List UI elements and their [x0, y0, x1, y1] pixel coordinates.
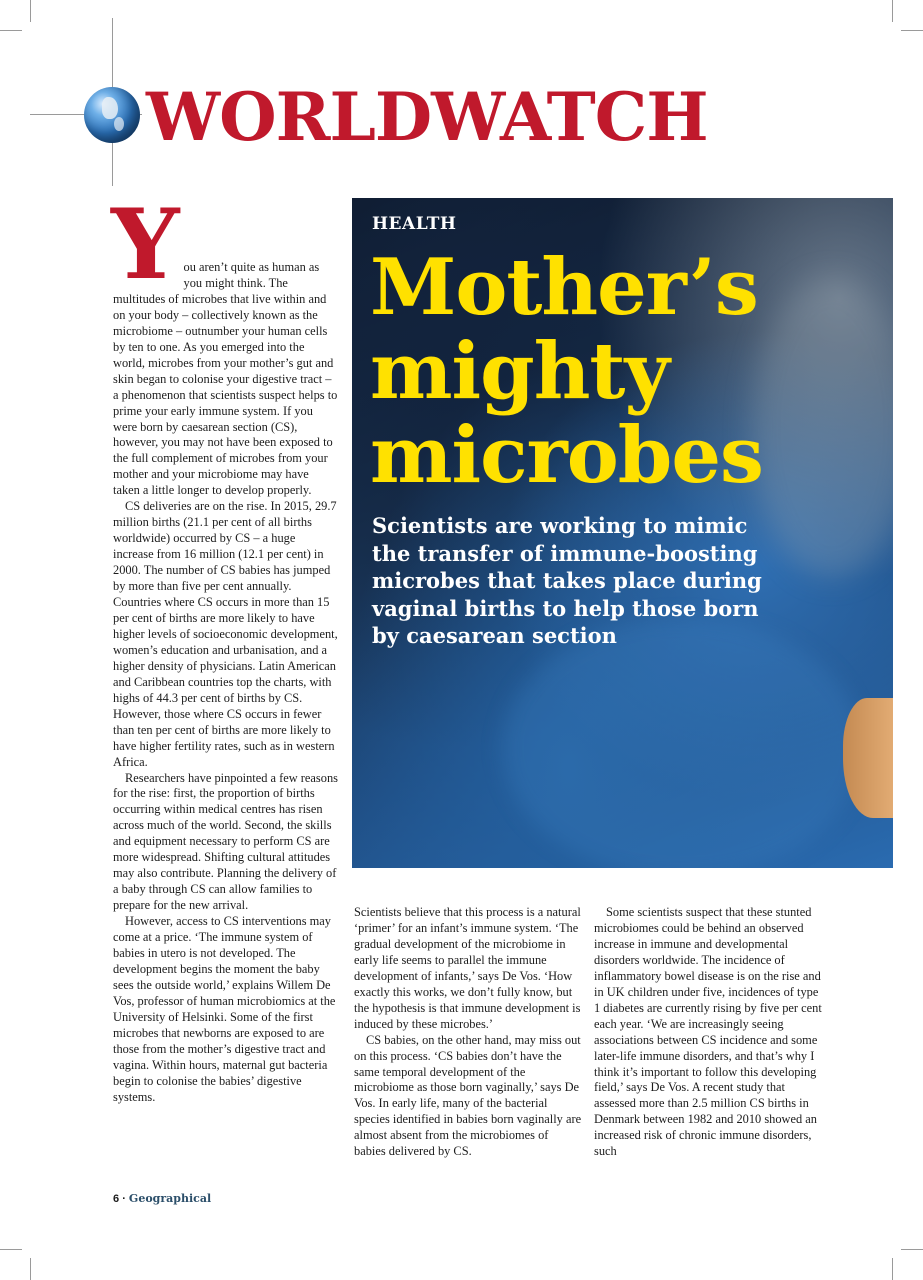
publication-name: Geographical: [128, 1192, 212, 1205]
crop-mark: [0, 1249, 22, 1250]
article-column-2: [354, 905, 582, 1160]
globe-icon: [84, 87, 140, 143]
gloved-hand: [843, 698, 893, 818]
crop-mark: [892, 1258, 893, 1280]
crop-mark: [0, 30, 22, 31]
headline-line: mighty: [370, 326, 669, 417]
paragraph: ou aren’t quite as human as you might think. The multitudes of microbes that live within and on your body – collectively known as the microbiome – outnumber your human cells by ten to one. As you emerged into the world, microbes from your mother’s gut and skin began to colonise your digestive tract – a phenomenon that scientists suspect helps to prime your early immune system. If you were born by caesarean section (CS), however, you may not have been exposed to the full complement of microbes from your mother and your microbiome may have taken a little longer to develop properly.: [113, 260, 338, 498]
paragraph: CS deliveries are on the rise. In 2015, 29.7 million births (21.1 per cent of all births worldwide) occurred by CS – a huge increase from 16 million (12.1 per cent) in 2000. The number of CS babies has jumped by more than five per cent annually. Countries where CS occurs in more than 15 per cent of births are more likely to have higher levels of socioeconomic development, women’s education and urbanisation, and a higher density of physicians. Latin American and Caribbean countries top the charts, with highs of 44.3 per cent of births by CS. However, those where CS occurs in fewer than ten per cent of births are more likely to have higher fertility rates, such as in western Africa.: [113, 499, 338, 769]
crop-mark: [30, 0, 31, 22]
standfirst: Scientists are working to mimic the transfer of immune-boosting microbes that takes place during vaginal births to help those born by caesarean section: [372, 513, 762, 648]
crop-mark: [892, 0, 893, 22]
headline-line: microbes: [370, 410, 763, 501]
crop-mark: [901, 30, 923, 31]
paragraph: CS babies, on the other hand, may miss out on this process. ‘CS babies don’t have the same temporal development of the microbiome as those born vaginally,’ says De Vos. In early life, many of the bacterial species identified in babies born vaginally are almost absent from the microbiomes of babies delivered by CS.: [354, 1032, 582, 1159]
page-footer: [113, 1192, 211, 1205]
crop-mark: [30, 1258, 31, 1280]
crop-mark: [901, 1249, 923, 1250]
hero-image: [352, 198, 893, 868]
page-number: 6: [113, 1193, 120, 1205]
paragraph: Scientists believe that this process is a natural ‘primer’ for an infant’s immune system. ‘The gradual development of the microbiome in early life seems to parallel the immune development of infants,’ says De Vos. ‘How exactly this works, we don’t fully know, but the hypothesis is that immune development is induced by these microbes.’: [354, 905, 581, 1031]
headline: [370, 242, 763, 501]
headline-line: Mother’s: [370, 242, 758, 333]
footer-separator: ·: [122, 1193, 126, 1205]
masthead-title: WORLDWATCH: [146, 78, 708, 156]
paragraph: Some scientists suspect that these stunted microbiomes could be behind an observed increase in immune and developmental disorders worldwide. The incidence of inflammatory bowel disease is on the rise and in UK children under five, incidences of type 1 diabetes are currently rising by five per cent each year. ‘We are increasingly seeing associations between CS incidence and some later-life immune disorders, and that’s why I think it’s important to follow this developing field,’ says De Vos. A recent study that assessed more than 2.5 million CS births in Denmark between 1982 and 2010 showed an increased risk of chronic immune disorders, such: [594, 905, 822, 1159]
drop-cap: Y: [111, 188, 180, 301]
article-column-1: [111, 188, 338, 1106]
paragraph: However, access to CS interventions may come at a price. ‘The immune system of babies in utero is not developed. The development begins the moment the baby sees the outside world,’ explains Willem De Vos, professor of human microbiomics at the University of Helsinki. Some of the first microbes that newborns are exposed to are those from the mother’s digestive tract and vagina. Within hours, maternal gut bacteria begin to colonise the babies’ digestive systems.: [113, 914, 336, 1104]
section-tag: HEALTH: [372, 214, 457, 234]
article-column-3: [594, 905, 822, 1160]
paragraph: Researchers have pinpointed a few reasons for the rise: first, the proportion of births occurring within medical centres has risen across much of the world. Second, the skills and equipment necessary to perform CS are more widespread. Shifting cultural attitudes may also contribute. Planning the delivery of a baby through CS can allow families to prepare for the new arrival.: [113, 770, 338, 913]
